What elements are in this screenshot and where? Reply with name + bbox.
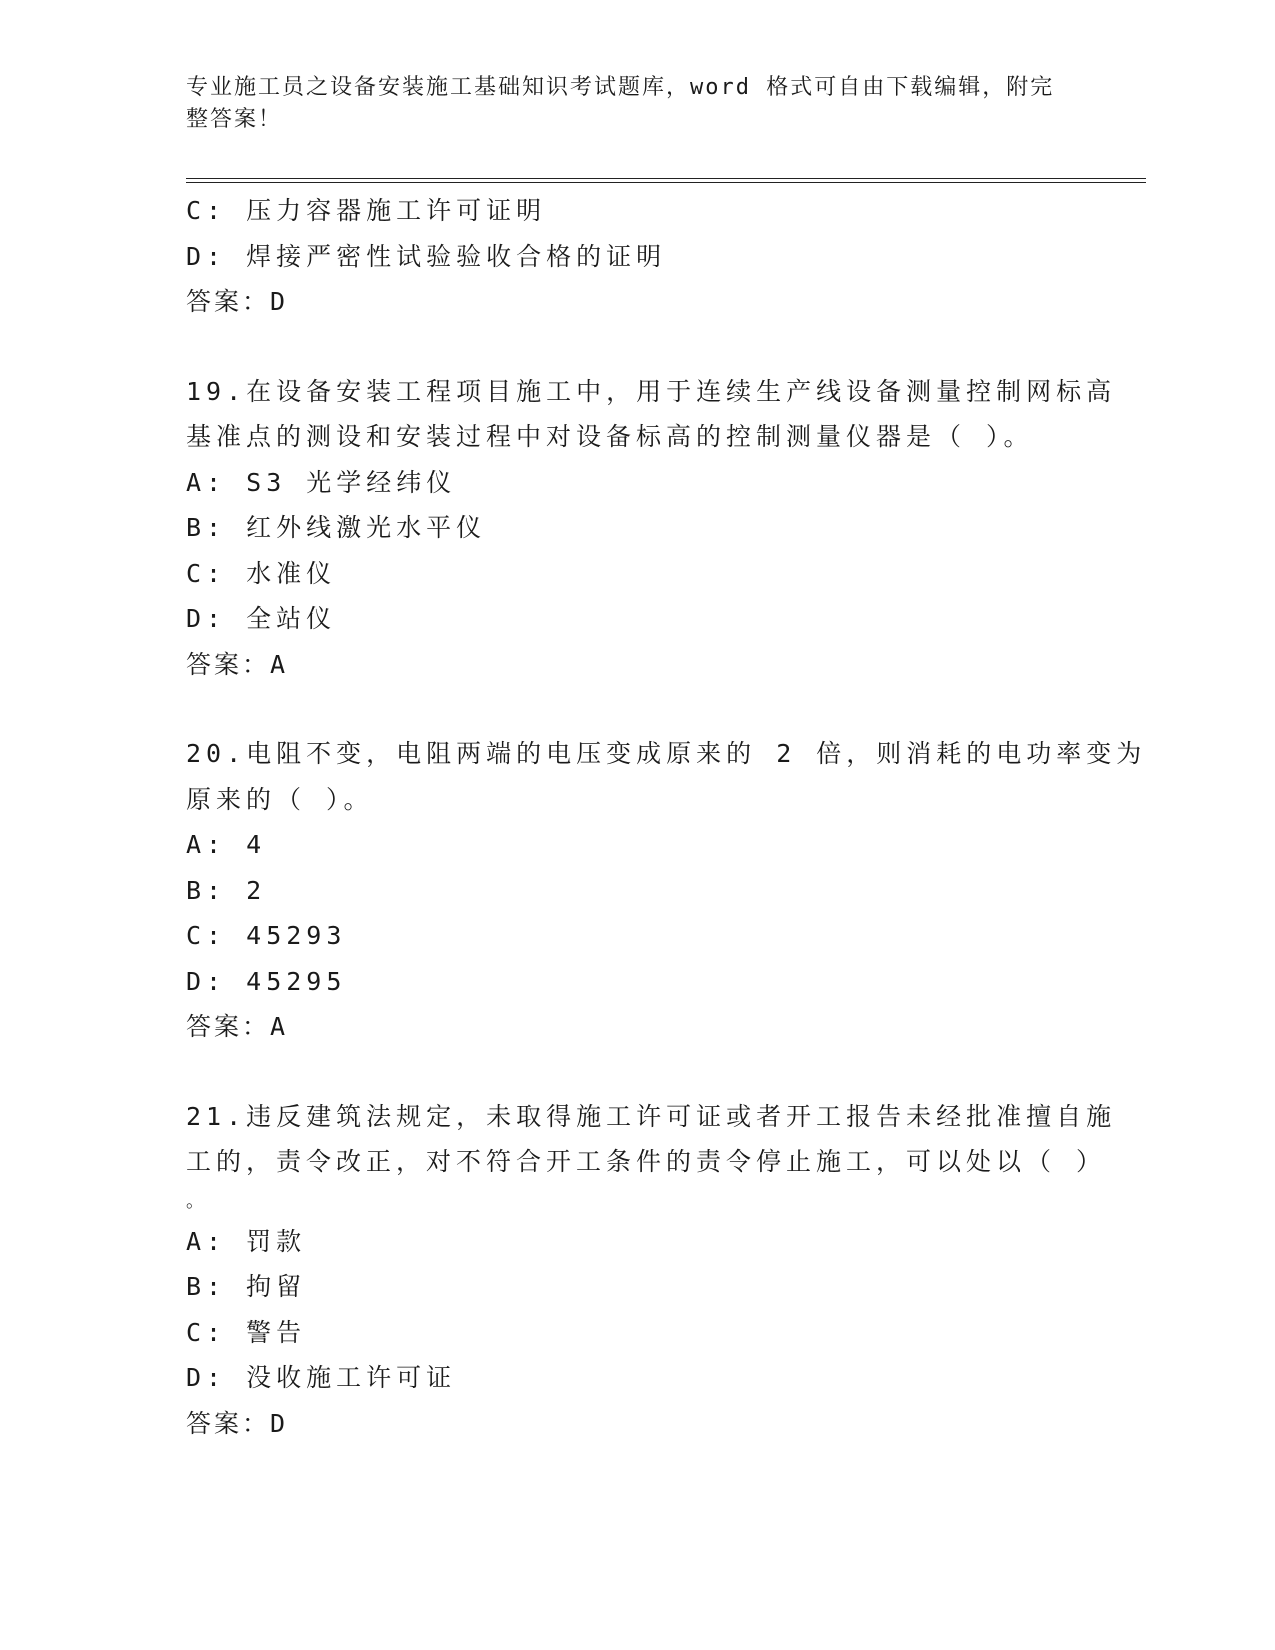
question-text-line: 原来的（ ）。 — [186, 784, 374, 814]
option-b: B: 2 — [186, 875, 267, 905]
answer-line: 答案：A — [186, 1012, 289, 1041]
answer-line: 答案：D — [186, 1408, 289, 1438]
spacer — [186, 1050, 1066, 1094]
question-list — [186, 188, 1147, 1446]
header-divider-bottom — [186, 182, 1146, 183]
option-d: D: 45295 — [186, 966, 347, 996]
question-19 — [186, 369, 1117, 688]
spacer — [186, 687, 1066, 731]
header-divider-top — [186, 178, 1146, 179]
option-a: A: 4 — [186, 830, 267, 859]
question-text-line: 20.电阻不变，电阻两端的电压变成原来的 2 倍，则消耗的电功率变为 — [186, 739, 1147, 768]
option-b: B: 红外线激光水平仪 — [186, 513, 487, 542]
question-trailing-punctuation: 。 — [186, 1190, 209, 1212]
document-header: 专业施工员之设备安装施工基础知识考试题库，word 格式可自由下载编辑，附完整答案！ — [186, 75, 1055, 132]
question-continued — [186, 188, 1066, 325]
answer-line: 答案：A — [186, 649, 289, 679]
option-c: C: 水准仪 — [186, 558, 337, 588]
option-c: C: 警告 — [186, 1317, 307, 1347]
question-text-line: 基准点的测设和安装过程中对设备标高的控制测量仪器是（ ）。 — [186, 422, 1034, 451]
question-21 — [186, 1094, 1117, 1447]
spacer — [186, 325, 1066, 369]
option-b: B: 拘留 — [186, 1272, 307, 1301]
option-a: A: 罚款 — [186, 1226, 307, 1256]
option-d: D: 全站仪 — [186, 604, 337, 633]
option-c: C: 压力容器施工许可证明 — [186, 196, 547, 225]
question-text-line: 工的，责令改正，对不符合开工条件的责令停止施工，可以处以（ ） — [186, 1147, 1107, 1176]
option-d: D: 焊接严密性试验验收合格的证明 — [186, 241, 667, 271]
question-text-line: 19.在设备安装工程项目施工中，用于连续生产线设备测量控制网标高 — [186, 376, 1117, 406]
option-a: A: S3 光学经纬仪 — [186, 467, 457, 497]
option-c: C: 45293 — [186, 921, 347, 950]
answer-line: 答案：D — [186, 287, 289, 316]
question-20 — [186, 731, 1147, 1050]
option-d: D: 没收施工许可证 — [186, 1363, 457, 1392]
question-text-line: 21.违反建筑法规定，未取得施工许可证或者开工报告未经批准擅自施 — [186, 1101, 1117, 1131]
